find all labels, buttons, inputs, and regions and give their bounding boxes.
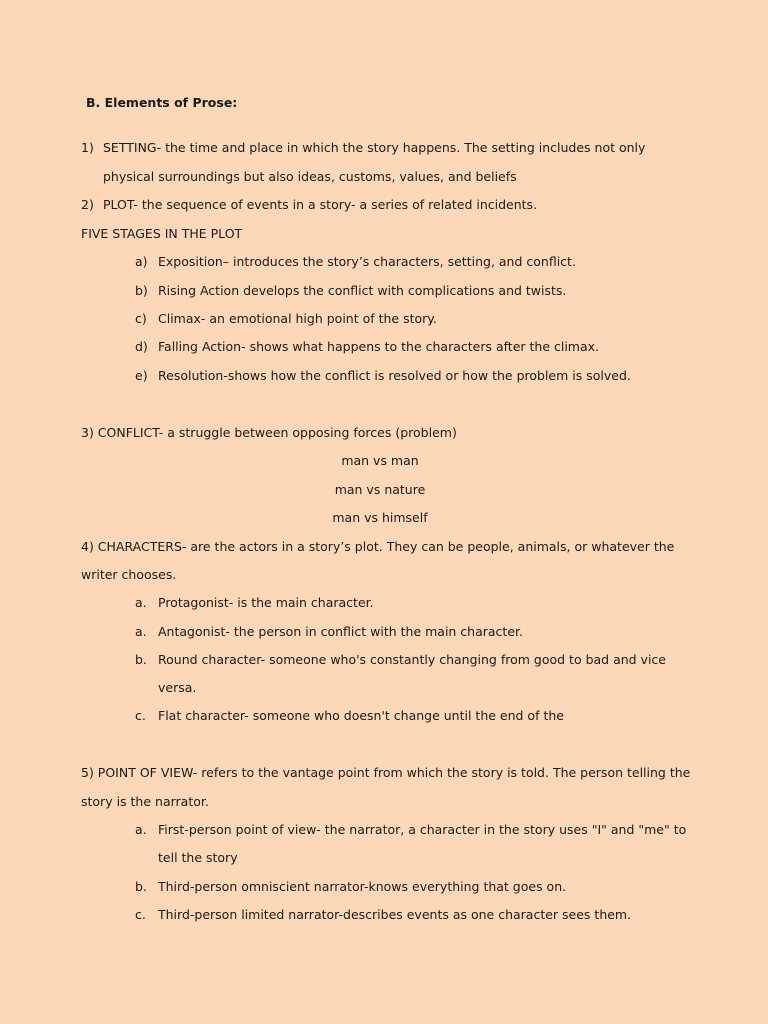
list-item-text: Third-person limited narrator-describes events as one character sees them. xyxy=(158,907,632,922)
list-item-text: Climax- an emotional high point of the story. xyxy=(158,311,437,326)
plot-number: 2) xyxy=(81,197,94,212)
list-marker: c) xyxy=(135,311,147,326)
pov-line-2: story is the narrator. xyxy=(81,794,209,809)
list-item-continuation: tell the story xyxy=(158,850,238,865)
list-item-text: Resolution-shows how the conflict is resolved or how the problem is solved. xyxy=(158,368,631,383)
plot-line-1: PLOT- the sequence of events in a story- a series of related incidents. xyxy=(103,197,538,212)
setting-line-1: SETTING- the time and place in which the story happens. The setting includes not only xyxy=(103,140,646,155)
list-item-text: First-person point of view- the narrator, a character in the story uses "I" and "me" to xyxy=(158,822,687,837)
conflict-type: man vs nature xyxy=(334,482,426,497)
list-item-text: Third-person omniscient narrator-knows everything that goes on. xyxy=(158,879,567,894)
list-marker: a) xyxy=(135,254,148,269)
list-item-text: Exposition– introduces the story’s characters, setting, and conflict. xyxy=(158,254,576,269)
list-item-text: Round character- someone who's constantly changing from good to bad and vice xyxy=(158,652,666,667)
list-item-text: Antagonist- the person in conflict with the main character. xyxy=(158,624,523,639)
list-marker: a. xyxy=(135,595,147,610)
setting-line-2: physical surroundings but also ideas, customs, values, and beliefs xyxy=(103,169,517,184)
list-marker: a. xyxy=(135,624,147,639)
list-item-continuation: versa. xyxy=(158,680,197,695)
conflict-line-1: 3) CONFLICT- a struggle between opposing forces (problem) xyxy=(81,425,457,440)
list-marker: b. xyxy=(135,879,147,894)
list-marker: b) xyxy=(135,283,148,298)
conflict-type: man vs man xyxy=(341,453,419,468)
list-item-text: Rising Action develops the conflict with complications and twists. xyxy=(158,283,567,298)
list-item-text: Protagonist- is the main character. xyxy=(158,595,374,610)
section-heading: B. Elements of Prose: xyxy=(86,95,238,110)
list-marker: b. xyxy=(135,652,147,667)
list-marker: a. xyxy=(135,822,147,837)
list-marker: e) xyxy=(135,368,148,383)
list-item-text: Falling Action- shows what happens to the characters after the climax. xyxy=(158,339,600,354)
characters-line-1: 4) CHARACTERS- are the actors in a story’s plot. They can be people, animals, or whatever the xyxy=(81,539,675,554)
list-marker: d) xyxy=(135,339,148,354)
stages-heading: FIVE STAGES IN THE PLOT xyxy=(81,226,243,241)
list-marker: c. xyxy=(135,907,146,922)
characters-line-2: writer chooses. xyxy=(81,567,177,582)
setting-number: 1) xyxy=(81,140,94,155)
list-marker: c. xyxy=(135,708,146,723)
conflict-type: man vs himself xyxy=(332,510,428,525)
list-item-text: Flat character- someone who doesn't change until the end of the xyxy=(158,708,564,723)
pov-line-1: 5) POINT OF VIEW- refers to the vantage point from which the story is told. The person telling the xyxy=(81,765,691,780)
